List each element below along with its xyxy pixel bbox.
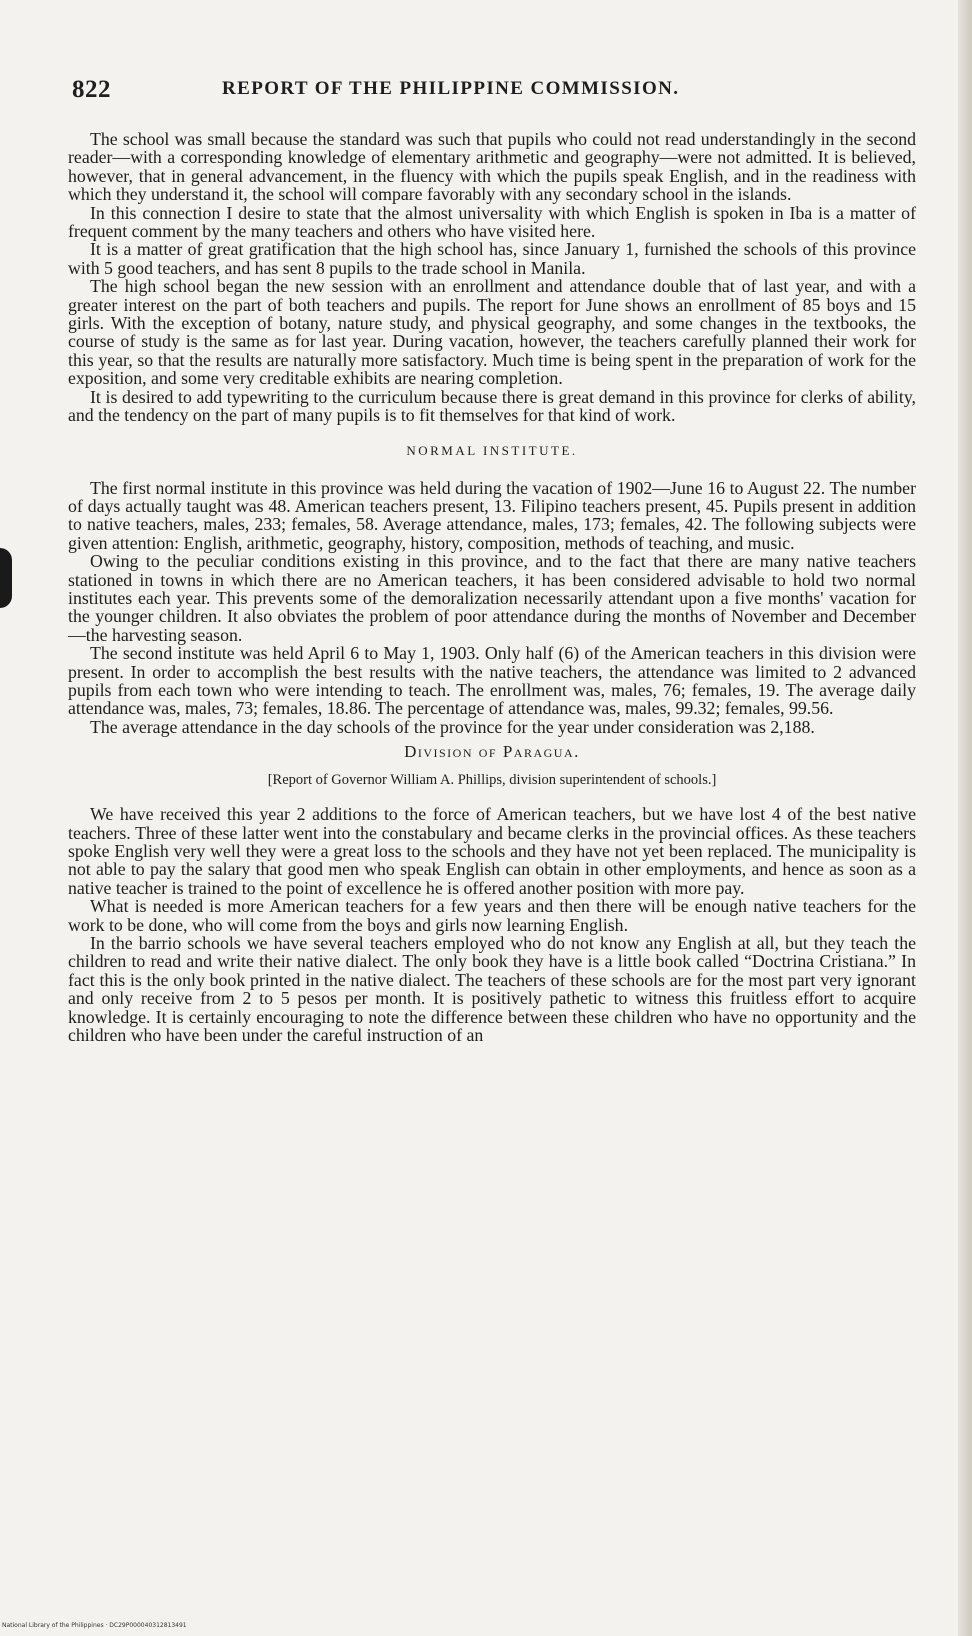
paragraph: It is a matter of great gratification that the high school has, since January 1, furnished the schools of this province with 5 good teachers, and has sent 8 pupils to the trade school in Manila.	[68, 239, 916, 278]
scan-footer-mark: National Library of the Philippines · DC29P000040312813491	[2, 1622, 187, 1629]
paragraph: The high school began the new session with an enrollment and attendance double that of last year, and with a greater interest on the part of both teachers and pupils. The report for June shows an enrollment of 85 boys and 15 girls. With the exception of botany, nature study, and physical geography, and some changes in the textbooks, the course of study is the same as for last year. During vacation, however, the teachers carefully planned their work for this year, so that the results are naturally more satisfactory. Much time is being spent in the preparation of work for the exposition, and some very creditable exhibits are nearing completion.	[68, 276, 916, 389]
page-header	[72, 70, 912, 110]
section-heading-division: Division of Paragua.	[404, 742, 580, 762]
paragraph: In this connection I desire to state that the almost universality with which English is spoken in Iba is a matter of frequent comment by the many teachers and others who have visited here.	[68, 202, 916, 242]
paragraph: In the barrio schools we have several teachers employed who do not know any English at all, but they teach the children to read and write their native dialect. The only book they have is a little book called “Doctrina Cristiana.” In fact this is the only book printed in the native dialect. The teachers of these schools are for the most part very ignorant and only receive from 2 to 5 pesos per month. It is positively pathetic to witness this fruitless effort to acquire knowledge. It is certainly encouraging to note the difference between these children who have no opportunity and the children who have been under the careful instruction of an	[68, 933, 916, 1046]
paragraph: The first normal institute in this province was held during the vacation of 1902—June 16 to August 22. The number of days actually taught was 48. American teachers present, 13. Filipino teachers present, 45. Pupils present in addition to native teachers, males, 233; females, 58. Average attendance, males, 173; females, 42. The following subjects were given attention: English, arithmetic, geography, history, composition, methods of teaching, and music.	[68, 477, 916, 553]
paragraph: The second institute was held April 6 to May 1, 1903. Only half (6) of the American teachers in this division were present. In order to accomplish the best results with the native teachers, the attendance was limited to 2 advanced pupils from each town who were intending to teach. The enrollment was, males, 76; females, 19. The average daily attendance was, males, 73; females, 18.86. The percentage of attendance was, males, 99.32; females, 99.56.	[68, 643, 916, 719]
ink-blot	[0, 548, 12, 608]
paragraph: It is desired to add typewriting to the curriculum because there is great demand in this province for clerks of ability, and the tendency on the part of many pupils is to fit themselves for that kind of work.	[68, 386, 916, 426]
running-head: REPORT OF THE PHILIPPINE COMMISSION.	[222, 78, 680, 99]
paragraph: The average attendance in the day schools of the province for the year under consideration was 2,188.	[90, 716, 815, 737]
paragraph: Owing to the peculiar conditions existing in this province, and to the fact that there are many native teachers stationed in towns in which there are no American teachers, it has been considered advisable to hold two normal institutes each year. This prevents some of the demoralization necessarily attendant upon a five months' vacation for the younger children. It also obviates the problem of poor attendance during the months of November and December—the harvesting season.	[68, 551, 916, 645]
page-body	[68, 130, 916, 1044]
page-number: 822	[72, 76, 111, 103]
page-spine	[958, 0, 972, 1636]
section-heading-normal-institute: NORMAL INSTITUTE.	[406, 442, 578, 458]
paragraph: What is needed is more American teachers for a few years and then there will be enough native teachers for the work to be done, who will come from the boys and girls now learning English.	[68, 896, 916, 935]
paragraph: The school was small because the standard was such that pupils who could not read understandingly in the second reader—with a corresponding knowledge of elementary arithmetic and geography—were not admitted. It is believed, however, that in general advancement, in the fluency with which the pupils speak English, and in the readiness with which they understand it, the school will compare favorably with any secondary school in the islands.	[68, 129, 916, 205]
paragraph: We have received this year 2 additions to the force of American teachers, but we have lost 4 of the best native teachers. Three of these latter went into the constabulary and became clerks in the provincial offices. As these teachers spoke English very well they were a great loss to the schools and they have not yet been replaced. The municipality is not able to pay the salary that good men who speak English can obtain in other employments, and hence as soon as a native teacher is trained to the point of excellence he is offered another position with more pay.	[68, 804, 916, 898]
report-note: [Report of Governor William A. Phillips, division superintendent of schools.]	[267, 772, 717, 789]
